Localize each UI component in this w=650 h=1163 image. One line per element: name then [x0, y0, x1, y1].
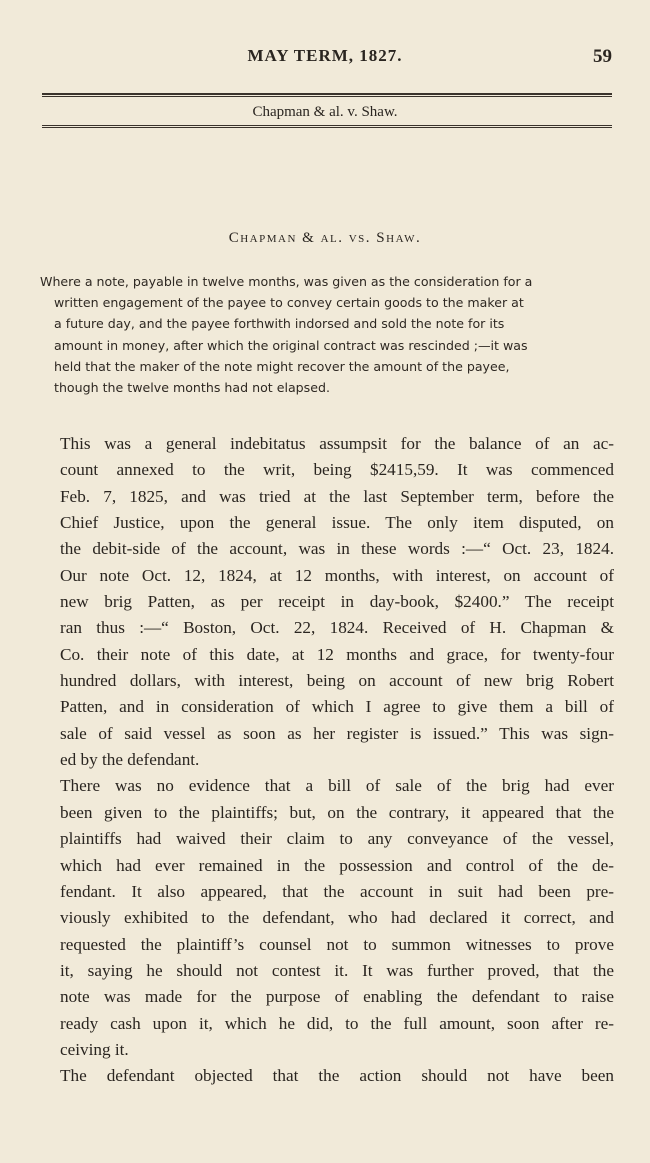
text-line: Feb. 7, 1825, and was tried at the last September term, before the	[60, 486, 614, 506]
case-title: Chapman & al. vs. Shaw.	[228, 230, 422, 246]
text-line: sale of said vessel as soon as her register is issued.” This was sign-	[60, 723, 614, 743]
text-line: the debit-side of the account, was in these words :—“ Oct. 23, 1824.	[60, 539, 614, 559]
text-line: ran thus :—“ Boston, Oct. 22, 1824. Received of H. Chapman &	[60, 618, 614, 638]
paragraph	[38, 431, 614, 773]
text-line: fendant. It also appeared, that the account in suit had been pre-	[60, 881, 614, 901]
text-line: ed by the defendant.	[60, 750, 200, 770]
text-line: new brig Patten, as per receipt in day-book, $2400.” The receipt	[60, 592, 614, 612]
text-line: hundred dollars, with interest, being on account of new brig Robert	[60, 671, 614, 691]
paragraph	[38, 773, 614, 1063]
text-line: This was a general indebitatus assumpsit for the balance of an ac-	[60, 434, 614, 453]
text-line: Our note Oct. 12, 1824, at 12 months, with interest, on account of	[60, 565, 614, 585]
headnote-line: written engagement of the payee to convey certain goods to the maker at	[54, 295, 524, 311]
header-rule-thick	[42, 93, 612, 95]
text-line: plaintiffs had waived their claim to any conveyance of the vessel,	[60, 829, 614, 849]
text-line: note was made for the purpose of enabling the defendant to raise	[60, 987, 614, 1007]
text-line: count annexed to the writ, being $2415,59. It was commenced	[60, 460, 614, 480]
running-head-title: MAY TERM, 1827.	[247, 46, 403, 65]
text-line: ready cash upon it, which he did, to the full amount, soon after re-	[60, 1013, 614, 1033]
header-rule-lower	[42, 125, 612, 126]
text-line: The defendant objected that the action should not have been	[60, 1066, 614, 1086]
text-line: it, saying he should not contest it. It was further proved, that the	[60, 960, 614, 980]
text-line: Chief Justice, upon the general issue. The only item disputed, on	[60, 513, 614, 533]
headnote-line: held that the maker of the note might recover the amount of the payee,	[54, 358, 510, 374]
headnote-line: though the twelve months had not elapsed.	[54, 380, 330, 396]
case-running-title: Chapman & al. v. Shaw.	[252, 104, 398, 120]
headnote-line: amount in money, after which the original contract was rescinded ;—it was	[54, 337, 528, 353]
headnote-line: a future day, and the payee forthwith indorsed and sold the note for its	[54, 316, 505, 332]
page-number: 59	[593, 46, 612, 67]
header-rule-thin	[42, 96, 612, 97]
text-line: which had ever remained in the possession and control of the de-	[60, 855, 614, 875]
text-line: Patten, and in consideration of which I agree to give them a bill of	[60, 697, 614, 717]
text-line: Co. their note of this date, at 12 months and grace, for twenty-four	[60, 644, 614, 664]
text-line: viously exhibited to the defendant, who had declared it correct, and	[60, 908, 614, 928]
text-line: There was no evidence that a bill of sale of the brig had ever	[60, 776, 614, 796]
opinion-body	[38, 431, 614, 1090]
running-head	[0, 44, 650, 74]
paragraph	[38, 1063, 614, 1089]
text-line: been given to the plaintiffs; but, on the contrary, it appeared that the	[60, 802, 614, 822]
text-line: ceiving it.	[60, 1039, 129, 1059]
headnote-line: Where a note, payable in twelve months, was given as the consideration for a	[40, 274, 533, 289]
header-rule-lower-2	[42, 127, 612, 128]
headnote	[40, 271, 616, 398]
text-line: requested the plaintiff’s counsel not to summon witnesses to prove	[60, 934, 614, 954]
